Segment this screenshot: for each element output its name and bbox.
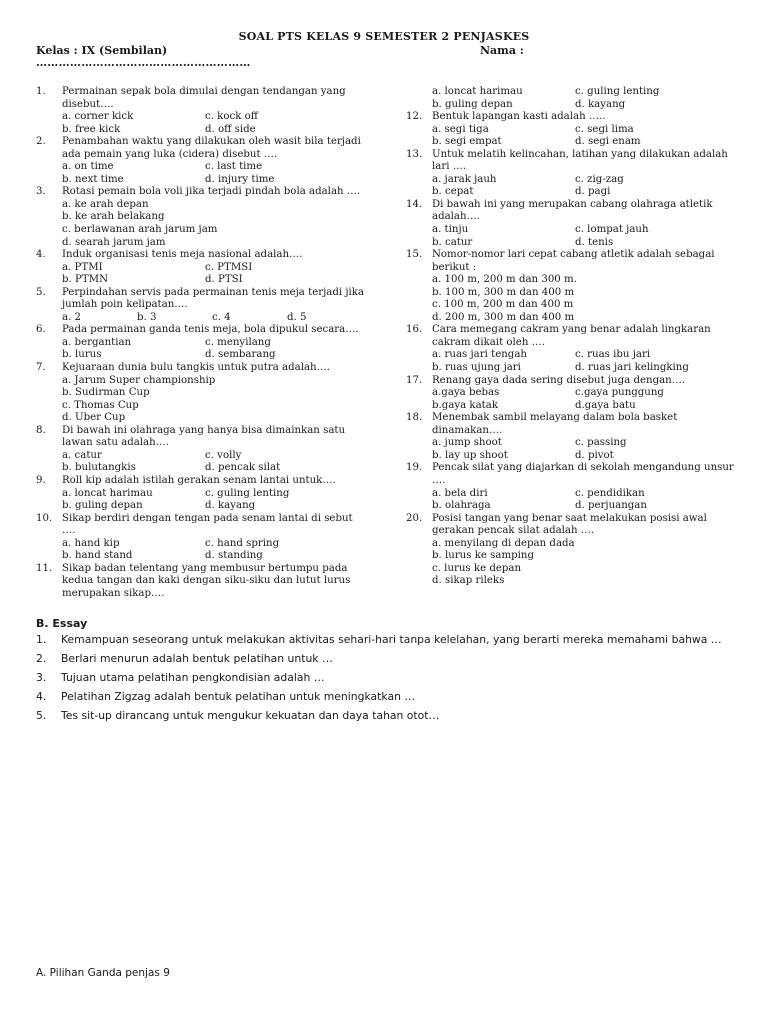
option: a. PTMI [62, 261, 103, 273]
essay-item-4 [36, 689, 732, 704]
question-text: Kejuaraan dunia bulu tangkis untuk putra adalah…. [62, 362, 331, 374]
option: d. standing [205, 550, 263, 562]
essay-item-3 [36, 670, 732, 685]
option: c. segi lima [575, 123, 634, 135]
question-15 [406, 249, 736, 324]
essay-text: Berlari menurun adalah bentuk pelatihan untuk … [61, 652, 333, 665]
option: b. ruas ujung jari [432, 362, 521, 374]
option: a. menyilang di depan dada [432, 537, 575, 549]
option: b. cepat [432, 186, 474, 198]
question-16 [406, 324, 736, 374]
question-text: Untuk melatih kelincahan, latihan yang dilakukan adalah lari …. [432, 148, 728, 173]
option: c. guling lenting [205, 487, 290, 499]
option: b. free kick [62, 123, 121, 135]
option: d. PTSI [205, 274, 243, 286]
question-text: Bentuk lapangan kasti adalah ….. [432, 111, 606, 123]
essay-item-5 [36, 708, 732, 723]
question-text: Nomor-nomor lari cepat cabang atletik adalah sebagai berikut : [432, 249, 715, 273]
question-5 [36, 287, 366, 325]
option: b. 100 m, 300 m dan 400 m [432, 286, 575, 298]
question-4 [36, 249, 366, 287]
option: c. ruas ibu jari [575, 349, 651, 361]
option: c.gaya punggung [575, 387, 664, 399]
question-text: Roll kip adalah istilah gerakan senam lantai untuk…. [62, 474, 336, 486]
question-number: 12. [406, 111, 423, 123]
question-number: 3. [36, 186, 46, 198]
question-number: 11. [36, 562, 53, 574]
question-text: Cara memegang cakram yang benar adalah lingkaran cakram dikait oleh …. [432, 324, 711, 348]
question-number: 4. [36, 249, 46, 261]
option: d. ruas jari kelingking [575, 362, 689, 374]
option: d.gaya batu [575, 399, 636, 411]
option: c. lompat jauh [575, 224, 649, 236]
question-11-options [406, 86, 736, 111]
essay-number: 4. [36, 690, 47, 703]
footer-label: A. Pilihan Ganda penjas 9 [36, 967, 170, 979]
question-text: Renang gaya dada sering disebut juga dengan…. [432, 374, 686, 386]
option: d. kayang [205, 500, 256, 512]
option: b. olahraga [432, 500, 491, 512]
option: a. loncat harimau [62, 487, 153, 499]
option: c. hand spring [205, 537, 280, 549]
essay-section [36, 616, 732, 727]
option: a. hand kip [62, 537, 120, 549]
question-2 [36, 136, 366, 186]
option: d. sembarang [205, 349, 276, 361]
option: d. perjuangan [575, 500, 647, 512]
option: b. lurus ke samping [432, 550, 534, 562]
question-number: 18. [406, 412, 423, 424]
option: b.gaya katak [432, 399, 499, 411]
question-number: 9. [36, 474, 46, 486]
question-number: 19. [406, 462, 423, 474]
essay-number: 2. [36, 652, 47, 665]
option: a. catur [62, 449, 102, 461]
questions-left-column [36, 86, 366, 600]
essay-text: Tes sit-up dirancang untuk mengukur kekuatan dan daya tahan otot… [61, 709, 440, 722]
question-number: 7. [36, 362, 46, 374]
question-number: 14. [406, 198, 423, 210]
question-number: 17. [406, 374, 423, 386]
question-text: Pada permainan ganda tenis meja, bola dipukul secara…. [62, 324, 359, 336]
option: a. jarak jauh [432, 173, 497, 185]
option: a. 2 [62, 311, 82, 323]
option: d. kayang [575, 98, 626, 110]
essay-number: 1. [36, 633, 47, 646]
option: c. berlawanan arah jarum jam [62, 224, 218, 236]
option: d. pagi [575, 186, 611, 198]
option: c. zig-zag [575, 173, 624, 185]
name-fill-line: ………………………………………………… [36, 56, 251, 69]
option: a. 100 m, 200 m dan 300 m. [432, 274, 577, 286]
option: b. next time [62, 173, 124, 185]
question-number: 6. [36, 324, 46, 336]
essay-item-1 [36, 632, 732, 647]
option: c. lurus ke depan [432, 562, 522, 574]
question-11 [36, 563, 366, 601]
question-text: Induk organisasi tenis meja nasional adalah…. [62, 249, 303, 261]
question-13 [406, 149, 736, 199]
option: c. volly [205, 449, 242, 461]
question-7 [36, 362, 366, 425]
option: b. 3 [137, 311, 157, 323]
name-label: Nama : [480, 44, 524, 57]
option: b. hand stand [62, 550, 133, 562]
question-8 [36, 425, 366, 475]
question-text: Di bawah ini yang merupakan cabang olahraga atletik adalah…. [432, 198, 713, 223]
option: c. menyilang [205, 336, 271, 348]
option: b. bulutangkis [62, 462, 136, 474]
option: d. segi enam [575, 136, 641, 148]
option: d. Uber Cup [62, 412, 126, 424]
question-number: 5. [36, 286, 46, 298]
option: a. on time [62, 161, 114, 173]
question-18 [406, 412, 736, 462]
question-text: Menembak sambil melayang dalam bola basket dinamakan…. [432, 412, 678, 436]
question-text: Pencak silat yang diajarkan di sekolah mengandung unsur …. [432, 462, 734, 486]
page-title: SOAL PTS KELAS 9 SEMESTER 2 PENJASKES [238, 30, 530, 43]
option: d. pivot [575, 449, 614, 461]
option: d. off side [205, 123, 256, 135]
essay-text: Tujuan utama pelatihan pengkondisian adalah … [61, 671, 325, 684]
option: b. ke arah belakang [62, 211, 165, 223]
essay-text: Kemampuan seseorang untuk melakukan aktivitas sehari-hari tanpa kelelahan, yang berarti mereka memahami bahwa … [61, 633, 722, 646]
question-number: 8. [36, 424, 46, 436]
question-number: 20. [406, 512, 423, 524]
questions-right-column [406, 86, 736, 588]
option: a. bela diri [432, 487, 488, 499]
question-text: Di bawah ini olahraga yang hanya bisa dimainkan satu lawan satu adalah…. [62, 424, 346, 449]
question-17 [406, 375, 736, 413]
option: b. catur [432, 236, 473, 248]
question-1 [36, 86, 366, 136]
essay-heading: B. Essay [36, 617, 88, 630]
class-label: Kelas : IX (Sembilan) [36, 44, 168, 57]
question-6 [36, 324, 366, 362]
question-number: 1. [36, 86, 46, 97]
question-20 [406, 513, 736, 588]
option: a. jump shoot [432, 437, 502, 449]
essay-number: 5. [36, 709, 47, 722]
option: d. sikap rileks [432, 575, 505, 587]
question-number: 13. [406, 148, 423, 160]
option: c. 100 m, 200 m dan 400 m [432, 299, 574, 311]
question-number: 10. [36, 512, 53, 524]
option: d. 200 m, 300 m dan 400 m [432, 311, 575, 323]
option: b. segi empat [432, 136, 502, 148]
option: c. pendidikan [575, 487, 645, 499]
question-10 [36, 513, 366, 563]
option: c. passing [575, 437, 627, 449]
option: b. guling depan [432, 98, 513, 110]
option: c. kock off [205, 111, 258, 123]
option: d. tenis [575, 236, 614, 248]
option: b. lay up shoot [432, 449, 508, 461]
option: d. injury time [205, 173, 275, 185]
option: a. ke arah depan [62, 198, 149, 210]
option: d. searah jarum jam [62, 236, 166, 248]
option: b. guling depan [62, 500, 143, 512]
question-text: Rotasi pemain bola voli jika terjadi pindah bola adalah …. [62, 186, 361, 198]
question-14 [406, 199, 736, 249]
question-text: Perpindahan servis pada permainan tenis meja terjadi jika jumlah poin kelipatan…. [62, 286, 365, 311]
option: c. last time [205, 161, 263, 173]
question-9 [36, 475, 366, 513]
essay-text: Pelatihan Zigzag adalah bentuk pelatihan untuk meningkatkan … [61, 690, 416, 703]
question-number: 15. [406, 249, 423, 261]
option: b. Sudirman Cup [62, 387, 150, 399]
option: a. corner kick [62, 111, 134, 123]
question-text: Sikap badan telentang yang membusur bertumpu pada kedua tangan dan kaki dengan siku-siku dan lutut lurus merupakan sikap…. [62, 562, 351, 599]
question-text: Sikap berdiri dengan tengan pada senam lantai di sebut …. [62, 512, 353, 537]
option: d. pencak silat [205, 462, 281, 474]
option: a.gaya bebas [432, 387, 500, 399]
option: a. tinju [432, 224, 469, 236]
option: c. PTMSI [205, 261, 253, 273]
option: c. Thomas Cup [62, 399, 139, 411]
option: a. segi tiga [432, 123, 489, 135]
question-number: 16. [406, 324, 423, 336]
option: a. bergantian [62, 336, 132, 348]
option: a. ruas jari tengah [432, 349, 527, 361]
option: c. guling lenting [575, 86, 660, 97]
question-number: 2. [36, 136, 46, 148]
option: b. lurus [62, 349, 102, 361]
option: b. PTMN [62, 274, 108, 286]
question-19 [406, 462, 736, 512]
question-12 [406, 111, 736, 149]
option: a. Jarum Super championship [62, 374, 216, 386]
question-text: Permainan sepak bola dimulai dengan tendangan yang disebut…. [62, 86, 346, 110]
essay-item-2 [36, 651, 732, 666]
question-text: Posisi tangan yang benar saat melakukan posisi awal gerakan pencak silat adalah …. [432, 512, 707, 537]
essay-number: 3. [36, 671, 47, 684]
option: d. 5 [287, 311, 307, 323]
option: c. 4 [212, 311, 231, 323]
question-3 [36, 186, 366, 249]
option: a. loncat harimau [432, 86, 523, 97]
question-text: Penambahan waktu yang dilakukan oleh wasit bila terjadi ada pemain yang luka (cidera) disebut …. [62, 136, 361, 160]
